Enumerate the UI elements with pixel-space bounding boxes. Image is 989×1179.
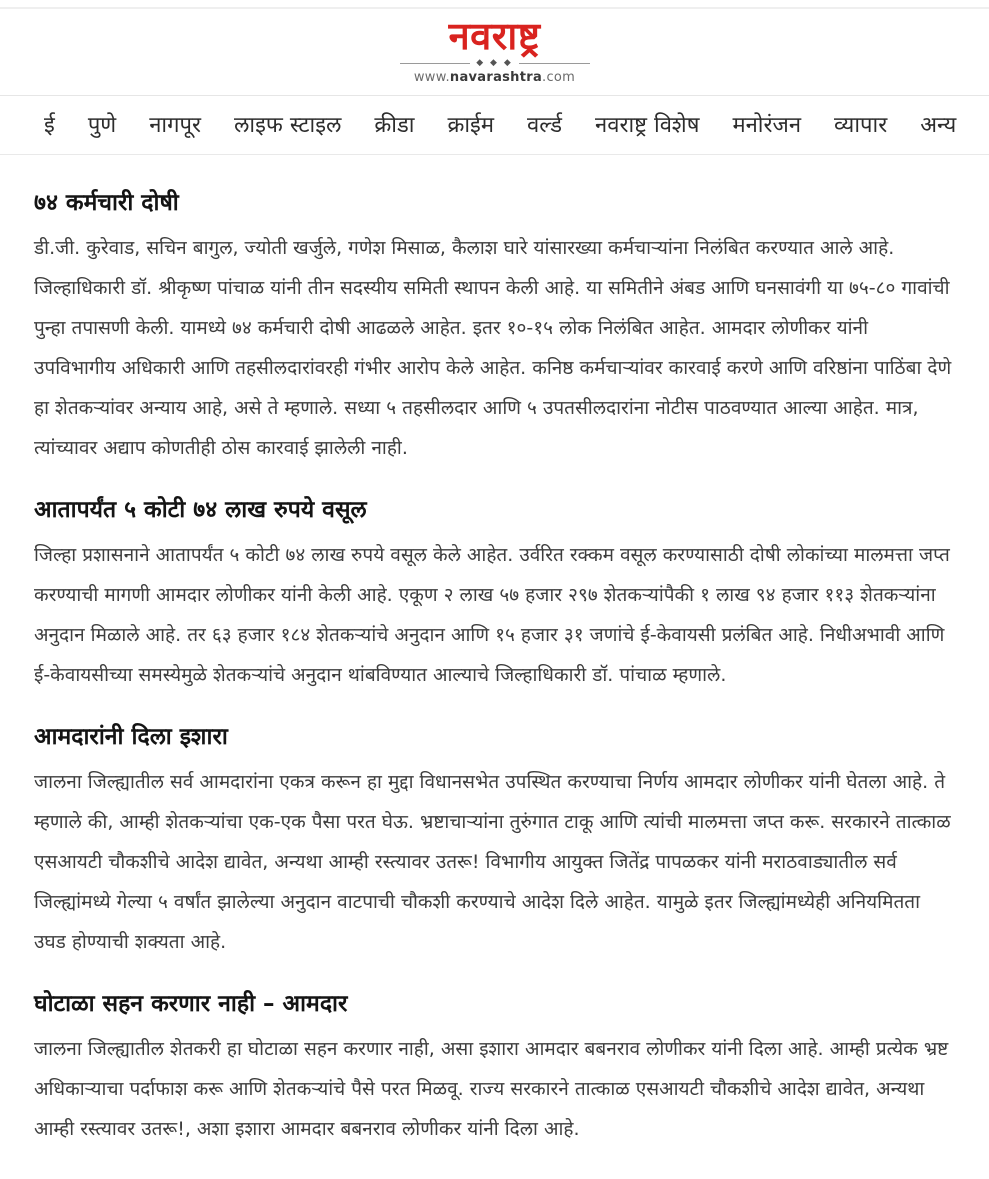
nav-item-lifestyle[interactable]: लाइफ स्टाइल — [234, 112, 342, 138]
section-body: जालना जिल्ह्यातील शेतकरी हा घोटाळा सहन करणार नाही, असा इशारा आमदार बबनराव लोणीकर यांनी दिला आहे. आम्ही प्रत्येक भ्रष्ट अधिकाऱ्याचा पर्दाफाश करू आणि शेतकऱ्यांचे पैसे परत मिळवू. राज्य सरकारने तात्काळ एसआयटी चौकशीचे आदेश द्यावेत, अन्यथा आम्ही रस्त्यावर उतरू!, अशा इशारा आमदार बबनराव लोणीकर यांनी दिला आहे. — [34, 1038, 949, 1141]
separator-line-left — [400, 63, 471, 64]
site-url-suffix: .com — [542, 69, 576, 85]
nav-item-navarashtra-special[interactable]: नवराष्ट्र विशेष — [595, 112, 700, 138]
section-body: जिल्हा प्रशासनाने आतापर्यंत ५ कोटी ७४ लाख रुपये वसूल केले आहेत. उर्वरित रक्कम वसूल करण्यासाठी दोषी लोकांच्या मालमत्ता जप्त करण्याची मागणी आमदार लोणीकर यांनी केली आहे. एकूण २ लाख ५७ हजार २९७ शेतकऱ्यांपैकी १ लाख ९४ हजार ११३ शेतकऱ्यांना अनुदान मिळाले आहे. तर ६३ हजार १८४ शेतकऱ्यांचे अनुदान आणि १५ हजार ३१ जणांचे ई-केवायसी प्रलंबित आहे. निधीअभावी आणि ई-केवायसीच्या समस्येमुळे शेतकऱ्यांचे अनुदान थांबविण्यात आल्याचे जिल्हाधिकारी डॉ. पांचाळ म्हणाले. — [34, 543, 950, 686]
nav-item-crime[interactable]: क्राईम — [447, 112, 494, 138]
article-section — [34, 989, 955, 1149]
site-url — [0, 70, 989, 85]
article-section — [34, 722, 955, 962]
section-heading: ७४ कर्मचारी दोषी — [34, 189, 179, 216]
nav-item-other[interactable]: अन्य — [920, 112, 957, 138]
article-content — [0, 155, 989, 1179]
site-url-prefix: www. — [413, 69, 450, 85]
section-body: डी.जी. कुरेवाड, सचिन बागुल, ज्योती खर्जुले, गणेश मिसाळ, कैलाश घारे यांसारख्या कर्मचाऱ्यांना निलंबित करण्यात आले आहे. जिल्हाधिकारी डॉ. श्रीकृष्ण पांचाळ यांनी तीन सदस्यीय समिती स्थापन केली आहे. या समितीने अंबड आणि घनसावंगी या ७५-८० गावांची पुन्हा तपासणी केली. यामध्ये ७४ कर्मचारी दोषी आढळले आहेत. इतर १०-१५ लोक निलंबित आहेत. आमदार लोणीकर यांनी उपविभागीय अधिकारी आणि तहसीलदारांवरही गंभीर आरोप केले आहेत. कनिष्ठ कर्मचाऱ्यांवर कारवाई करणे आणि वरिष्ठांना पाठिंबा देणे हा शेतकऱ्यांवर अन्याय आहे, असे ते म्हणाले. सध्या ५ तहसीलदार आणि ५ उपतसीलदारांना नोटीस पाठवण्यात आल्या आहेत. मात्र, त्यांच्यावर अद्याप कोणतीही ठोस कारवाई झालेली नाही. — [34, 236, 952, 459]
section-heading: आतापर्यंत ५ कोटी ७४ लाख रुपये वसूल — [34, 496, 367, 523]
nav-item-e-paper[interactable]: ई — [44, 112, 55, 138]
section-body: जालना जिल्ह्यातील सर्व आमदारांना एकत्र करून हा मुद्दा विधानसभेत उपस्थित करण्याचा निर्णय आमदार लोणीकर यांनी घेतला आहे. ते म्हणाले की, आम्ही शेतकऱ्यांचा एक-एक पैसा परत घेऊ. भ्रष्टाचाऱ्यांना तुरुंगात टाकू आणि त्यांची मालमत्ता जप्त करू. सरकारने तात्काळ एसआयटी चौकशीचे आदेश द्यावेत, अन्यथा आम्ही रस्त्यावर उतरू! विभागीय आयुक्त जितेंद्र पापळकर यांनी मराठवाड्यातील सर्व जिल्ह्यांमध्ये गेल्या ५ वर्षांत झालेल्या अनुदान वाटपाची चौकशी करण्याचे आदेश दिले आहेत. यामुळे इतर जिल्ह्यांमध्येही अनियमितता उघड होण्याची शक्यता आहे. — [34, 771, 951, 954]
diamond-ornament-icon: ◆ ◆ ◆ — [476, 57, 513, 68]
section-heading: घोटाळा सहन करणार नाही – आमदार — [34, 991, 348, 1018]
site-header — [0, 9, 989, 96]
nav-item-sports[interactable]: क्रीडा — [374, 112, 415, 138]
separator-line-right — [519, 63, 590, 64]
site-url-domain: navarashtra — [449, 69, 543, 85]
nav-item-pune[interactable]: पुणे — [87, 112, 117, 138]
site-logo[interactable]: नवराष्ट्र — [448, 14, 541, 58]
article-section — [34, 495, 955, 695]
nav-item-business[interactable]: व्यापार — [834, 112, 888, 138]
section-heading: आमदारांनी दिला इशारा — [34, 723, 228, 750]
nav-item-world[interactable]: वर्ल्ड — [527, 112, 563, 138]
article-section — [34, 188, 955, 468]
top-divider — [0, 0, 989, 9]
main-navigation — [0, 96, 989, 155]
nav-item-nagpur[interactable]: नागपूर — [149, 112, 202, 138]
logo-separator — [400, 59, 590, 68]
nav-item-entertainment[interactable]: मनोरंजन — [732, 112, 802, 138]
